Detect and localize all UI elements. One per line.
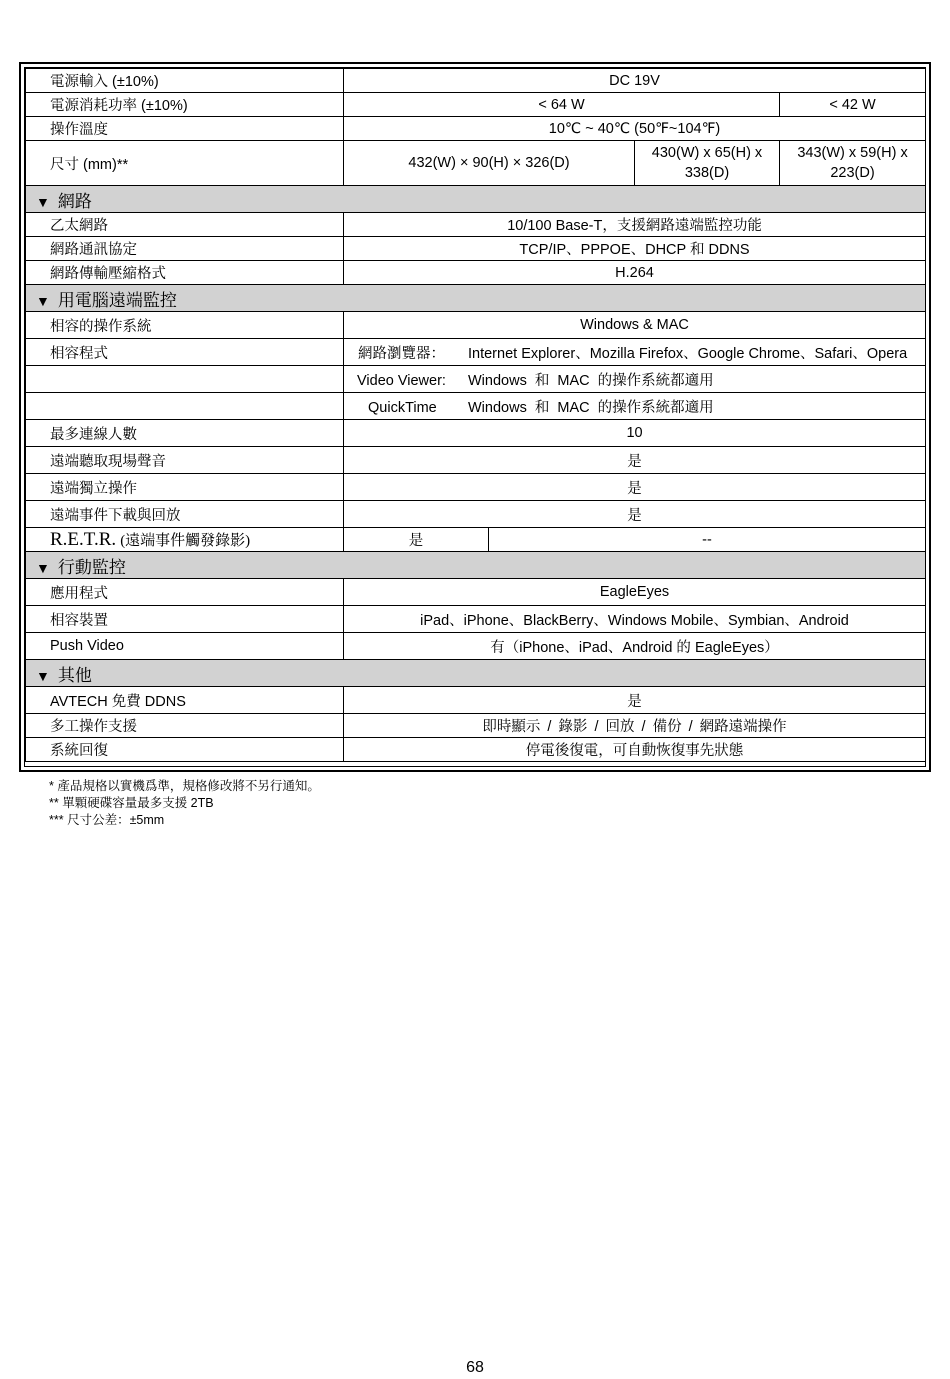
- row-remote-audio: [26, 447, 926, 474]
- row-label: 遠端聽取現場聲音: [26, 447, 344, 474]
- row-value: < 64 W: [344, 93, 780, 117]
- row-label: 系統回復: [26, 738, 344, 762]
- row-value: iPad、iPhone、BlackBerry、Windows Mobile、Symbian、Android: [344, 606, 926, 633]
- program-value: Windows 和 MAC 的操作系統都適用: [468, 372, 714, 389]
- row-value: TCP/IP、PPPOE、DHCP 和 DDNS: [344, 237, 926, 261]
- section-title: 其他: [57, 665, 92, 685]
- row-value: DC 19V: [344, 69, 926, 93]
- row-ddns: [26, 687, 926, 714]
- program-key: 網路瀏覽器：: [358, 345, 445, 362]
- row-label: 電源消耗功率 (±10%): [26, 93, 344, 117]
- row-label: 尺寸 (mm)**: [26, 141, 344, 186]
- row-app: [26, 579, 926, 606]
- row-os: [26, 312, 926, 339]
- spec-table-inner: [24, 67, 926, 767]
- page-number: 68: [466, 1359, 484, 1376]
- row-label: 網路傳輸壓縮格式: [26, 261, 344, 285]
- spec-table: [25, 68, 926, 762]
- row-label: 乙太網路: [26, 213, 344, 237]
- section-title: 用電腦遠端監控: [57, 290, 177, 310]
- program-key: Video Viewer:: [357, 372, 446, 389]
- row-label: AVTECH 免費 DDNS: [26, 687, 344, 714]
- triangle-down-icon: ▼: [36, 559, 50, 576]
- row-value: [344, 393, 926, 420]
- row-remote-independent: [26, 474, 926, 501]
- row-value: 432(W) × 90(H) × 326(D): [344, 141, 635, 186]
- footnote: ** 單顆硬碟容量最多支援 2TB: [49, 796, 214, 810]
- row-programs-quicktime: [26, 393, 926, 420]
- row-label: 多工操作支援: [26, 714, 344, 738]
- row-label: 相容的操作系統: [26, 312, 344, 339]
- section-other: [26, 660, 926, 687]
- retr-label-en: R.E.T.R.: [50, 528, 117, 550]
- row-max-users: [26, 420, 926, 447]
- row-value: [344, 339, 926, 366]
- row-label-empty: [26, 393, 344, 420]
- row-label: 操作溫度: [26, 117, 344, 141]
- row-value: 即時顯示 / 錄影 / 回放 / 備份 / 網路遠端操作: [344, 714, 926, 738]
- row-label: 最多連線人數: [26, 420, 344, 447]
- row-value: 10℃ ~ 40℃ (50℉~104℉): [344, 117, 926, 141]
- row-value: 430(W) x 65(H) x 338(D): [635, 141, 780, 186]
- row-operating-temp: [26, 117, 926, 141]
- row-label: 遠端事件下載與回放: [26, 501, 344, 528]
- triangle-down-icon: ▼: [36, 193, 50, 210]
- row-label: 遠端獨立操作: [26, 474, 344, 501]
- row-label: 相容裝置: [26, 606, 344, 633]
- program-value: Internet Explorer、Mozilla Firefox、Google Chrome、Safari、Opera: [468, 345, 908, 362]
- section-network: [26, 186, 926, 213]
- row-programs-viewer: [26, 366, 926, 393]
- row-value: 是: [344, 528, 489, 552]
- row-label: 網路通訊協定: [26, 237, 344, 261]
- program-key: QuickTime: [368, 399, 437, 416]
- row-label: Push Video: [26, 633, 344, 660]
- row-devices: [26, 606, 926, 633]
- row-protocol: [26, 237, 926, 261]
- row-value: 是: [344, 447, 926, 474]
- row-programs-browser: [26, 339, 926, 366]
- row-push-video: [26, 633, 926, 660]
- row-power-consumption: [26, 93, 926, 117]
- row-ethernet: [26, 213, 926, 237]
- row-value: [344, 366, 926, 393]
- row-multitask: [26, 714, 926, 738]
- row-label: 相容程式: [26, 339, 344, 366]
- row-label: 應用程式: [26, 579, 344, 606]
- row-event-download: [26, 501, 926, 528]
- row-value: 是: [344, 474, 926, 501]
- section-title: 網路: [57, 191, 92, 211]
- row-value: Windows & MAC: [344, 312, 926, 339]
- row-power-input: [26, 69, 926, 93]
- row-retr: [26, 528, 926, 552]
- row-value: 343(W) x 59(H) x 223(D): [780, 141, 926, 186]
- row-recovery: [26, 738, 926, 762]
- row-value: < 42 W: [780, 93, 926, 117]
- footnote: * 產品規格以實機爲準，規格修改將不另行通知。: [49, 779, 320, 793]
- row-label: 電源輸入 (±10%): [26, 69, 344, 93]
- row-value: EagleEyes: [344, 579, 926, 606]
- row-value: --: [489, 528, 926, 552]
- row-label-empty: [26, 366, 344, 393]
- row-label: [26, 528, 344, 552]
- triangle-down-icon: ▼: [36, 292, 50, 309]
- spec-table-frame: [19, 62, 931, 772]
- row-value: 停電後復電，可自動恢復事先狀態: [344, 738, 926, 762]
- row-compression: [26, 261, 926, 285]
- footnote: *** 尺寸公差：±5mm: [49, 813, 165, 827]
- section-remote: [26, 285, 926, 312]
- row-value: 是: [344, 687, 926, 714]
- section-mobile: [26, 552, 926, 579]
- row-value: 有（iPhone、iPad、Android 的 EagleEyes）: [344, 633, 926, 660]
- row-dimensions: [26, 141, 926, 186]
- program-value: Windows 和 MAC 的操作系統都適用: [468, 399, 714, 416]
- retr-label-zh: (遠端事件觸發錄影): [120, 532, 251, 549]
- section-title: 行動監控: [57, 557, 126, 577]
- row-value: 是: [344, 501, 926, 528]
- triangle-down-icon: ▼: [36, 667, 50, 684]
- row-value: 10: [344, 420, 926, 447]
- footnotes: [49, 778, 320, 829]
- row-value: 10/100 Base-T，支援網路遠端監控功能: [344, 213, 926, 237]
- row-value: H.264: [344, 261, 926, 285]
